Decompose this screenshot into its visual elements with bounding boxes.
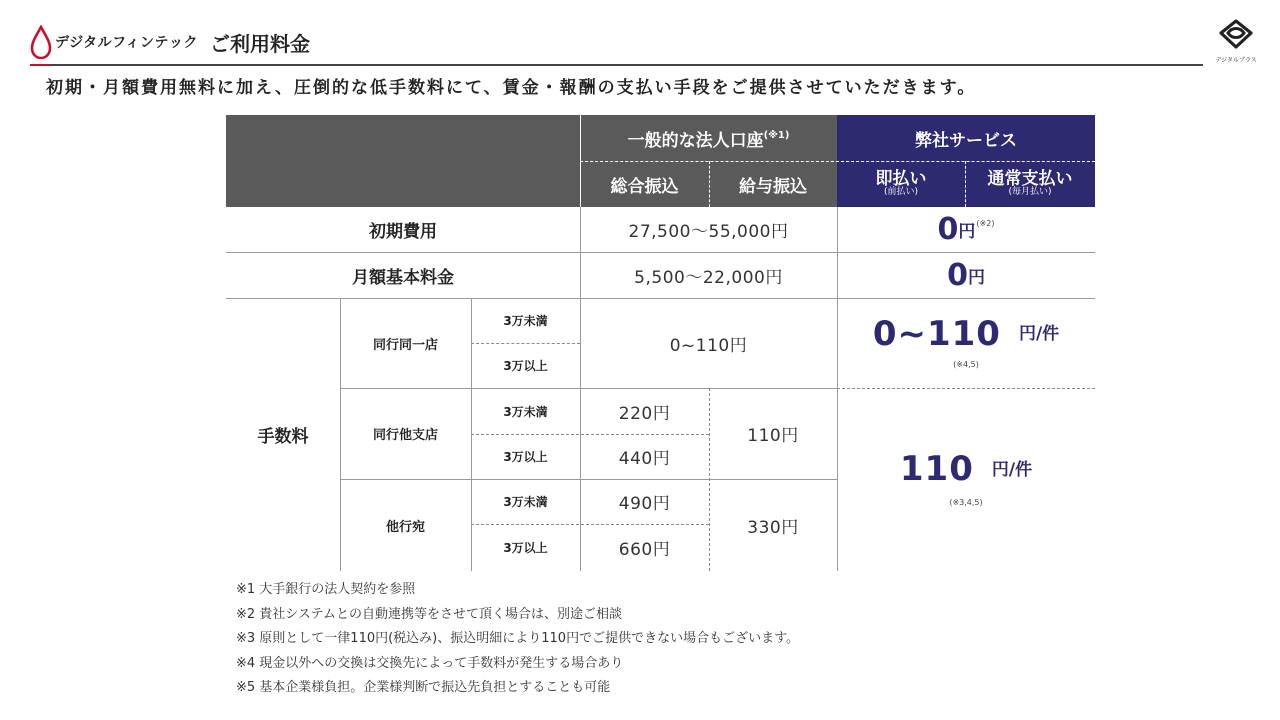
header-accent	[30, 64, 50, 66]
header-divider-v0	[580, 115, 581, 207]
fee-same-branch-bank: 0~110円	[669, 335, 748, 356]
grid-h-tier-3	[471, 524, 709, 525]
footnotes	[236, 578, 799, 701]
row-fee-label: 手数料	[257, 427, 309, 447]
header-bank-group	[580, 115, 837, 161]
flame-logo-icon	[30, 25, 52, 59]
row-monthly-label: 月額基本料金	[352, 267, 454, 288]
fee-ours-other-unit: 円/件	[991, 459, 1033, 480]
header-ours-group: 弊社サービス	[837, 115, 1095, 161]
header-bank-group-label: 一般的な法人口座	[627, 130, 764, 151]
grid-h-tier-1	[471, 343, 580, 344]
grid-h-2	[226, 298, 1095, 299]
fee-other-branch-label: 同行他支店	[372, 428, 438, 443]
header-divider	[30, 64, 1203, 66]
header-divider-v2	[965, 161, 966, 207]
grid-v-bank	[580, 207, 581, 571]
fee-other-bank-tier-under: 3万未満	[503, 495, 548, 509]
row-initial-ours-note: (※2)	[976, 219, 995, 228]
fee-same-branch-label: 同行同一店	[372, 337, 438, 353]
header-ours-instant-sub: (前払い)	[883, 187, 919, 198]
fee-other-branch-general-under: 220円	[618, 403, 671, 424]
footnote-5: ※5 基本企業様負担。企業様判断で振込先負担とすることも可能	[236, 680, 611, 696]
grid-h-3	[340, 388, 837, 389]
page-title: ご利用料金	[210, 31, 311, 56]
fee-ours-same	[837, 298, 1095, 388]
header-bank-group-note: (※1)	[763, 129, 790, 141]
grid-v-salary	[709, 388, 710, 571]
row-monthly-bank: 5,500〜22,000円	[634, 267, 783, 288]
grid-h-4	[340, 479, 837, 480]
header-ours-regular-label: 通常支払い	[987, 168, 1073, 189]
footnote-1: ※1 大手銀行の法人契約を参照	[236, 582, 416, 597]
header-bank-general: 総合振込	[580, 161, 709, 207]
header-bank-salary: 給与振込	[709, 161, 837, 207]
fee-same-branch-tier-over: 3万以上	[503, 359, 548, 373]
corner-logo	[1214, 18, 1258, 68]
grid-v-ours	[837, 207, 838, 571]
brand-name: デジタルフィンテック	[55, 35, 199, 51]
grid-h-tier-2	[471, 434, 709, 435]
header-ours-instant-label: 即払い	[875, 168, 927, 189]
fee-ours-other	[837, 388, 1095, 571]
header-ours-regular	[965, 161, 1095, 207]
grid-h-3-ours	[837, 388, 1095, 389]
pricing-table	[226, 115, 1095, 571]
fee-other-bank-salary: 330円	[747, 517, 799, 538]
row-initial-ours	[837, 207, 1095, 252]
header-ours-regular-sub: (毎月払い)	[1008, 187, 1052, 198]
brand	[30, 22, 310, 62]
row-initial-ours-unit: 円	[958, 222, 976, 242]
fee-other-bank-general-under: 490円	[618, 494, 671, 514]
fee-other-bank-label: 他行宛	[385, 519, 425, 535]
digital-plus-logo-icon	[1218, 18, 1254, 52]
fee-other-branch-tier-over: 3万以上	[503, 450, 548, 464]
grid-v-tier	[471, 298, 472, 571]
fee-same-branch-tier-under: 3万未満	[503, 314, 548, 328]
fee-other-bank-general-over: 660円	[618, 540, 671, 560]
lead-text: 初期・月額費用無料に加え、圧倒的な低手数料にて、賃金・報酬の支払い手段をご提供させていただきます。	[46, 78, 977, 98]
row-initial-bank: 27,500〜55,000円	[628, 222, 789, 242]
fee-ours-same-unit: 円/件	[1018, 324, 1060, 345]
footnote-2: ※2 貴社システムとの自動連携等をさせて頂く場合は、別途ご相談	[236, 606, 622, 622]
fee-ours-other-value: 110	[899, 449, 974, 490]
corner-logo-text: デジタルプラス	[1215, 57, 1257, 64]
row-monthly-ours-value: 0	[947, 257, 968, 293]
header-divider-h	[580, 161, 1095, 162]
grid-v-fee	[340, 298, 341, 571]
footnote-4: ※4 現金以外への交換は交換先によって手数料が発生する場合あり	[236, 655, 624, 671]
fee-other-bank-tier-over: 3万以上	[503, 541, 548, 555]
fee-ours-same-note: (※4,5)	[953, 360, 979, 370]
row-monthly-ours	[837, 252, 1095, 298]
fee-other-branch-salary: 110円	[747, 426, 799, 446]
header-divider-v1	[709, 161, 710, 207]
fee-ours-other-note: (※3,4,5)	[949, 497, 983, 507]
header-ours-instant	[837, 161, 965, 207]
row-initial-ours-value: 0	[937, 212, 959, 247]
footnote-3: ※3 原則として一律110円(税込み)、振込明細により110円でご提供できない場合もございます。	[236, 631, 800, 647]
header-corner	[226, 115, 580, 207]
grid-h-1	[226, 252, 1095, 253]
fee-other-branch-tier-under: 3万未満	[503, 404, 548, 419]
fee-ours-same-value: 0~110	[872, 313, 1001, 354]
row-initial-label: 初期費用	[369, 222, 437, 242]
fee-other-branch-general-over: 440円	[618, 449, 671, 469]
row-monthly-ours-unit: 円	[967, 267, 985, 288]
